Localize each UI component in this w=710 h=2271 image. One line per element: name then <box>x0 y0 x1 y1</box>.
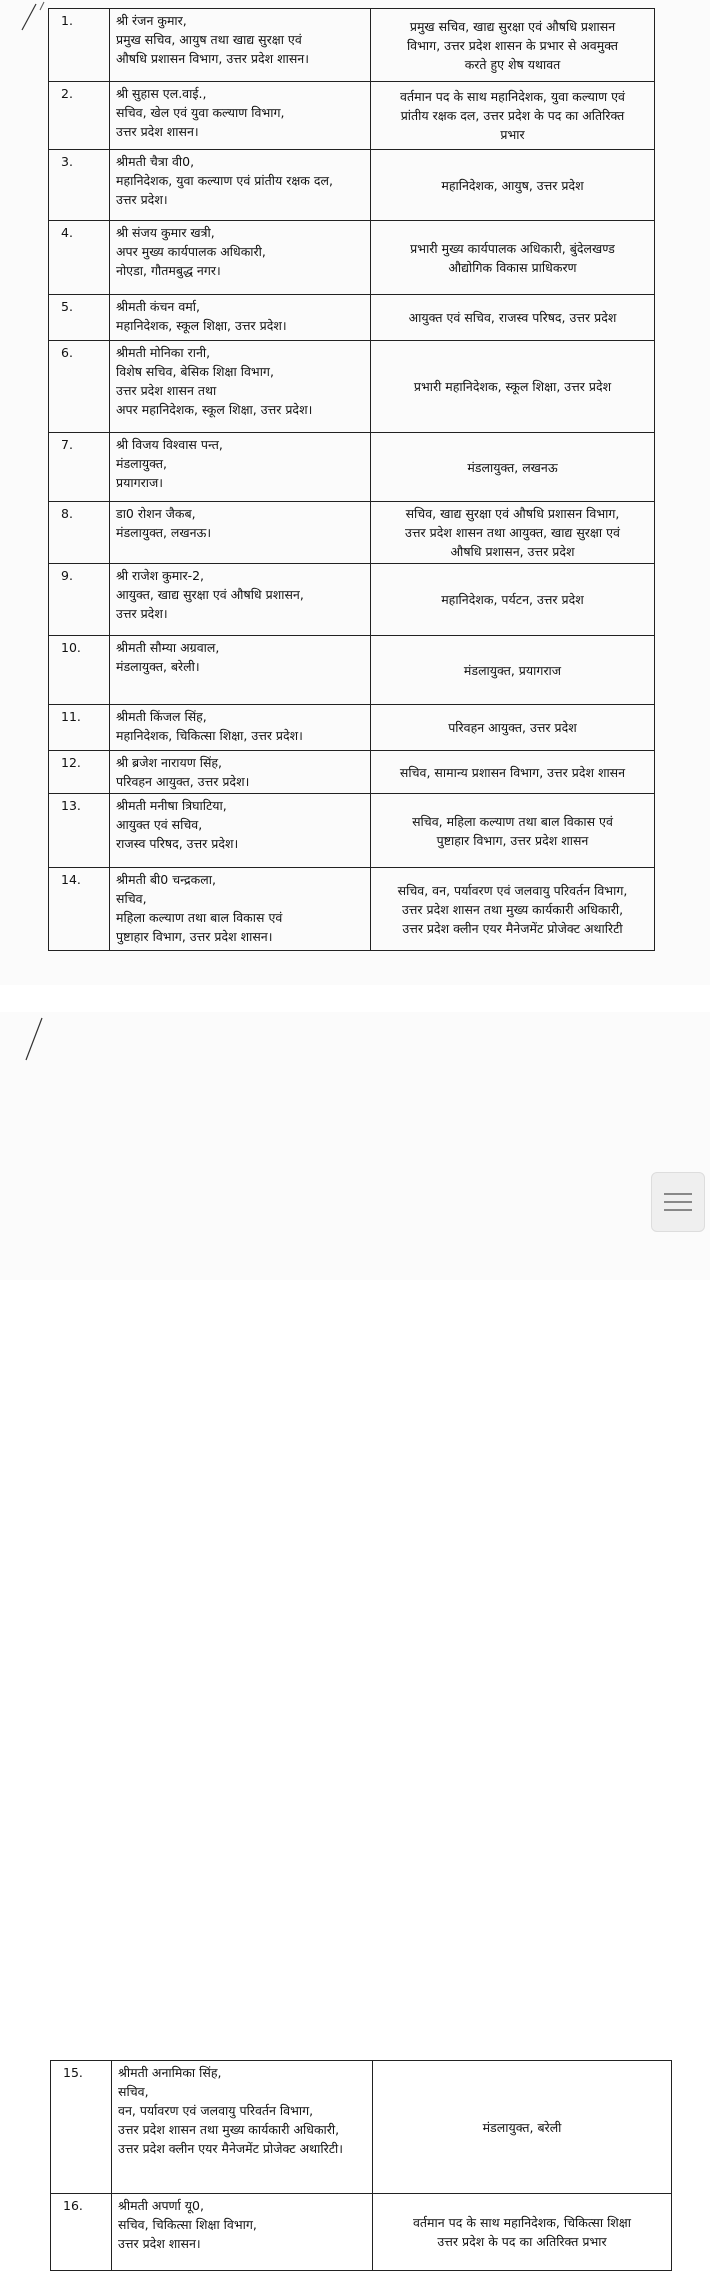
serial-number: 7. <box>49 433 110 502</box>
name-line: महानिदेशक, स्कूल शिक्षा, उत्तर प्रदेश। <box>116 318 287 333</box>
name-line: उत्तर प्रदेश। <box>116 192 168 207</box>
officer-name-and-current-post <box>110 751 371 794</box>
new-posting <box>371 751 655 794</box>
serial-number: 15. <box>51 2061 112 2194</box>
name-line: श्रीमती चैत्रा वी0, <box>116 154 195 169</box>
name-line: उत्तर प्रदेश शासन। <box>116 124 199 139</box>
name-line: प्रमुख सचिव, आयुष तथा खाद्य सुरक्षा एवं <box>116 32 302 47</box>
posting-line: उत्तर प्रदेश के पद का अतिरिक्त प्रभार <box>437 2234 607 2249</box>
serial-number: 13. <box>49 794 110 868</box>
name-line: श्री विजय विश्वास पन्त, <box>116 437 223 452</box>
name-line: वन, पर्यावरण एवं जलवायु परिवर्तन विभाग, <box>118 2103 314 2118</box>
table-row <box>49 502 655 564</box>
name-line: श्रीमती अनामिका सिंह, <box>118 2065 222 2080</box>
serial-number: 1. <box>49 9 110 82</box>
serial-number: 8. <box>49 502 110 564</box>
name-line: महानिदेशक, चिकित्सा शिक्षा, उत्तर प्रदेश। <box>116 728 303 743</box>
name-line: महिला कल्याण तथा बाल विकास एवं <box>116 910 283 925</box>
posting-line: करते हुए शेष यथावत <box>464 56 561 72</box>
posting-line: विभाग, उत्तर प्रदेश शासन के प्रभार से अवमुक्त <box>406 37 619 53</box>
officer-name-and-current-post <box>110 150 371 221</box>
serial-number: 14. <box>49 868 110 951</box>
officer-name-and-current-post <box>110 564 371 636</box>
officer-name-and-current-post <box>110 705 371 751</box>
name-line: श्री ब्रजेश नारायण सिंह, <box>116 755 223 770</box>
posting-line: सचिव, वन, पर्यावरण एवं जलवायु परिवर्तन विभाग, <box>397 882 628 898</box>
new-posting <box>371 794 655 868</box>
officer-name-and-current-post <box>110 502 371 564</box>
posting-line: वर्तमान पद के साथ महानिदेशक, युवा कल्याण एवं <box>400 89 625 104</box>
name-line: मंडलायुक्त, बरेली। <box>116 659 200 674</box>
name-line: उत्तर प्रदेश क्लीन एयर मैनेजमेंट प्रोजेक्ट अथारिटी। <box>118 2141 344 2156</box>
new-posting <box>371 868 655 951</box>
serial-number: 10. <box>49 636 110 705</box>
posting-line: प्रमुख सचिव, खाद्य सुरक्षा एवं औषधि प्रशासन <box>409 18 616 34</box>
table-row <box>49 636 655 705</box>
table-row <box>51 2194 672 2271</box>
posting-line: औद्योगिक विकास प्राधिकरण <box>448 259 577 275</box>
pen-stroke-mark <box>22 1014 52 1064</box>
table-row <box>49 221 655 295</box>
new-posting <box>371 705 655 751</box>
posting-line: उत्तर प्रदेश शासन तथा आयुक्त, खाद्य सुरक्षा एवं <box>405 525 620 540</box>
transfer-table-page-1 <box>48 8 655 951</box>
name-line: सचिव, <box>116 891 147 906</box>
posting-line: महानिदेशक, आयुष, उत्तर प्रदेश <box>441 177 584 193</box>
name-line: श्रीमती किंजल सिंह, <box>116 709 207 724</box>
posting-line: मंडलायुक्त, प्रयागराज <box>463 662 562 678</box>
name-line: मंडलायुक्त, <box>116 456 167 471</box>
table-row <box>49 564 655 636</box>
document-page-1 <box>0 0 710 985</box>
officer-name-and-current-post <box>110 221 371 295</box>
page-gap <box>0 985 710 1012</box>
name-line: उत्तर प्रदेश। <box>116 606 168 621</box>
new-posting <box>371 150 655 221</box>
table-row <box>49 794 655 868</box>
posting-line: प्रभारी महानिदेशक, स्कूल शिक्षा, उत्तर प्रदेश <box>413 379 612 394</box>
posting-line: मंडलायुक्त, लखनऊ <box>467 459 558 475</box>
posting-line: परिवहन आयुक्त, उत्तर प्रदेश <box>448 720 577 735</box>
serial-number: 16. <box>51 2194 112 2271</box>
officer-name-and-current-post <box>110 636 371 705</box>
table-row <box>49 705 655 751</box>
new-posting <box>371 221 655 295</box>
posting-line: उत्तर प्रदेश क्लीन एयर मैनेजमेंट प्रोजेक्ट अथारिटी <box>402 920 623 936</box>
serial-number: 5. <box>49 295 110 341</box>
document-page-2 <box>0 1012 710 2251</box>
new-posting <box>371 502 655 564</box>
officer-name-and-current-post <box>110 9 371 82</box>
name-line: अपर महानिदेशक, स्कूल शिक्षा, उत्तर प्रदेश। <box>116 402 313 417</box>
name-line: औषधि प्रशासन विभाग, उत्तर प्रदेश शासन। <box>116 51 309 66</box>
name-line: डा0 रोशन जैकब, <box>116 506 196 521</box>
officer-name-and-current-post <box>110 868 371 951</box>
table-row <box>49 751 655 794</box>
table-row <box>49 150 655 221</box>
name-line: सचिव, खेल एवं युवा कल्याण विभाग, <box>116 105 285 120</box>
table-row <box>49 82 655 150</box>
name-line: राजस्व परिषद, उत्तर प्रदेश। <box>116 836 239 851</box>
serial-number: 9. <box>49 564 110 636</box>
posting-line: औषधि प्रशासन, उत्तर प्रदेश <box>450 544 575 559</box>
serial-number: 4. <box>49 221 110 295</box>
officer-name-and-current-post <box>110 295 371 341</box>
serial-number: 3. <box>49 150 110 221</box>
new-posting <box>373 2061 672 2194</box>
serial-number: 12. <box>49 751 110 794</box>
table-row <box>49 868 655 951</box>
new-posting <box>371 82 655 150</box>
posting-line: सचिव, सामान्य प्रशासन विभाग, उत्तर प्रदेश शासन <box>399 764 626 780</box>
name-line: श्रीमती मनीषा त्रिघाटिया, <box>116 798 227 813</box>
officer-name-and-current-post <box>110 82 371 150</box>
table-row <box>49 9 655 82</box>
menu-icon[interactable] <box>651 1172 705 1232</box>
serial-number: 11. <box>49 705 110 751</box>
name-line: विशेष सचिव, बेसिक शिक्षा विभाग, <box>116 364 274 379</box>
name-line: श्रीमती कंचन वर्मा, <box>116 299 200 314</box>
table-row <box>51 2061 672 2194</box>
name-line: आयुक्त एवं सचिव, <box>116 817 203 832</box>
name-line: उत्तर प्रदेश शासन तथा मुख्य कार्यकारी अधिकारी, <box>118 2122 340 2137</box>
new-posting <box>371 295 655 341</box>
name-line: अपर मुख्य कार्यपालक अधिकारी, <box>116 244 266 259</box>
posting-line: प्रभारी मुख्य कार्यपालक अधिकारी, बुंदेलखण्ड <box>410 240 615 256</box>
posting-line: पुष्टाहार विभाग, उत्तर प्रदेश शासन <box>436 832 589 848</box>
posting-line: वर्तमान पद के साथ महानिदेशक, चिकित्सा शिक्षा <box>412 2215 632 2230</box>
name-line: श्रीमती सौम्या अग्रवाल, <box>116 640 220 655</box>
posting-line: महानिदेशक, पर्यटन, उत्तर प्रदेश <box>441 592 584 607</box>
name-line: परिवहन आयुक्त, उत्तर प्रदेश। <box>116 774 250 789</box>
transfer-table-page-2 <box>50 2060 672 2271</box>
name-line: श्री रंजन कुमार, <box>116 13 187 28</box>
name-line: प्रयागराज। <box>116 475 164 490</box>
table-row <box>49 433 655 502</box>
name-line: श्रीमती बी0 चन्द्रकला, <box>116 872 216 887</box>
officer-name-and-current-post <box>112 2194 373 2271</box>
name-line: मंडलायुक्त, लखनऊ। <box>116 525 212 540</box>
posting-line: सचिव, महिला कल्याण तथा बाल विकास एवं <box>412 813 613 829</box>
new-posting <box>371 9 655 82</box>
new-posting <box>371 636 655 705</box>
new-posting <box>373 2194 672 2271</box>
posting-line: मंडलायुक्त, बरेली <box>482 2119 562 2135</box>
officer-name-and-current-post <box>110 341 371 433</box>
name-line: आयुक्त, खाद्य सुरक्षा एवं औषधि प्रशासन, <box>116 587 304 602</box>
name-line: सचिव, <box>118 2084 149 2099</box>
name-line: श्री संजय कुमार खत्री, <box>116 225 215 240</box>
posting-line: उत्तर प्रदेश शासन तथा मुख्य कार्यकारी अधिकारी, <box>401 901 624 917</box>
name-line: नोएडा, गौतमबुद्ध नगर। <box>116 263 221 278</box>
new-posting <box>371 341 655 433</box>
name-line: श्री राजेश कुमार-2, <box>116 568 205 583</box>
officer-name-and-current-post <box>112 2061 373 2194</box>
posting-line: सचिव, खाद्य सुरक्षा एवं औषधि प्रशासन विभाग, <box>405 506 620 521</box>
name-line: श्रीमती मोनिका रानी, <box>116 345 211 360</box>
name-line: उत्तर प्रदेश शासन तथा <box>116 383 217 398</box>
name-line: पुष्टाहार विभाग, उत्तर प्रदेश शासन। <box>116 929 273 944</box>
table-row <box>49 295 655 341</box>
officer-name-and-current-post <box>110 433 371 502</box>
posting-line: प्रभार <box>500 127 525 142</box>
name-line: उत्तर प्रदेश शासन। <box>118 2236 201 2251</box>
name-line: सचिव, चिकित्सा शिक्षा विभाग, <box>118 2217 257 2232</box>
name-line: महानिदेशक, युवा कल्याण एवं प्रांतीय रक्षक दल, <box>116 173 333 188</box>
new-posting <box>371 433 655 502</box>
name-line: श्रीमती अपर्णा यू0, <box>118 2198 204 2213</box>
new-posting <box>371 564 655 636</box>
posting-line: प्रांतीय रक्षक दल, उत्तर प्रदेश के पद का अतिरिक्त <box>400 108 625 123</box>
officer-name-and-current-post <box>110 794 371 868</box>
posting-line: आयुक्त एवं सचिव, राजस्व परिषद, उत्तर प्रदेश <box>408 310 617 325</box>
serial-number: 2. <box>49 82 110 150</box>
name-line: श्री सुहास एल.वाई., <box>116 86 207 101</box>
serial-number: 6. <box>49 341 110 433</box>
pen-stroke-mark <box>18 0 48 40</box>
table-row <box>49 341 655 433</box>
